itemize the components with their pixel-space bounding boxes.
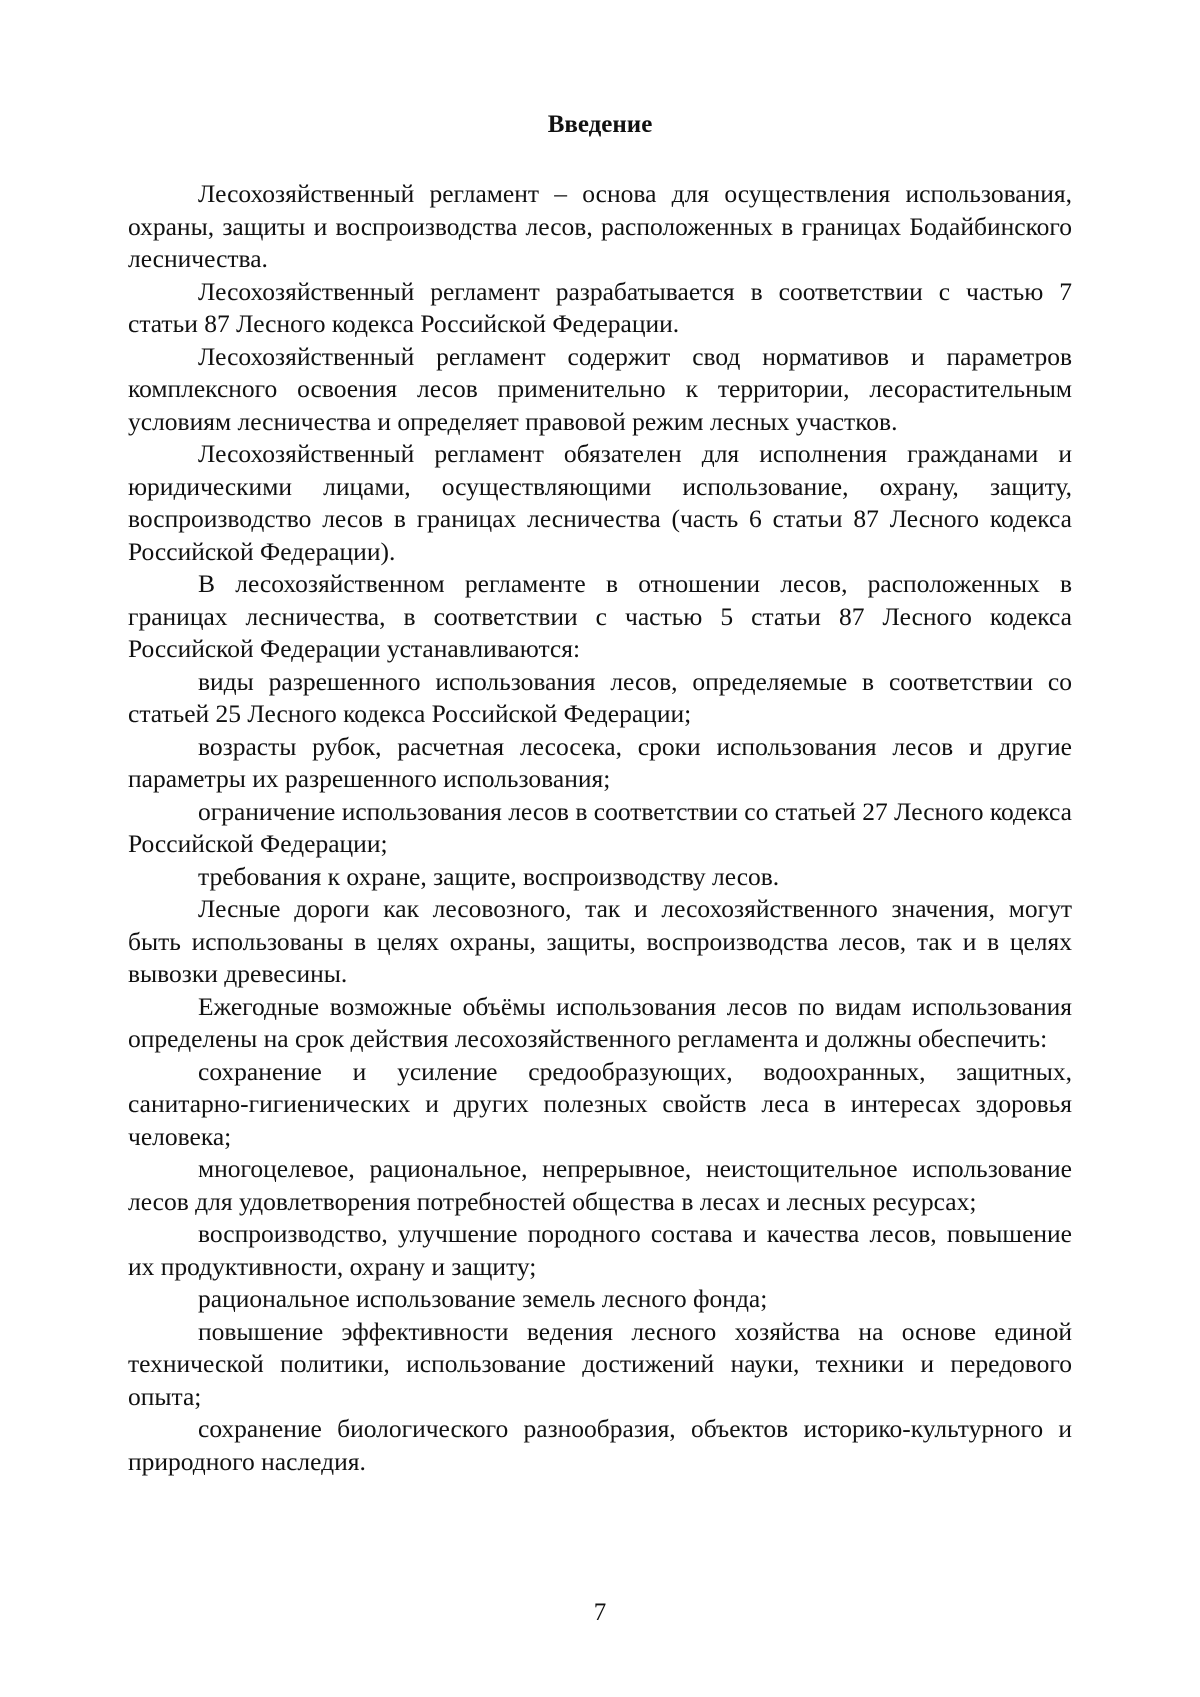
paragraph: Лесохозяйственный регламент обязателен для исполнения гражданами и юридическими лицами, осуществляющими использование, охрану, защиту, воспроизводство лесов в границах лесничества (часть 6 статьи 87 Лесного кодекса Российской Федерации). — [128, 439, 1072, 566]
list-item: требования к охране, защите, воспроизводству лесов. — [198, 861, 780, 891]
paragraph: Лесохозяйственный регламент разрабатывается в соответствии с частью 7 статьи 87 Лесного кодекса Российской Федерации. — [128, 276, 1072, 338]
list-item: повышение эффективности ведения лесного хозяйства на основе единой технической политики, использование достижений науки, техники и передового опыта; — [128, 1316, 1072, 1411]
list-item: воспроизводство, улучшение породного состава и качества лесов, повышение их продуктивности, охрану и защиту; — [128, 1219, 1072, 1281]
paragraph: Ежегодные возможные объёмы использования лесов по видам использования определены на срок действия лесохозяйственного регламента и должны обеспечить: — [128, 991, 1072, 1053]
list-item: сохранение биологического разнообразия, объектов историко-культурного и природного наследия. — [128, 1414, 1072, 1476]
paragraph: В лесохозяйственном регламенте в отношении лесов, расположенных в границах лесничества, в соответствии с частью 5 статьи 87 Лесного кодекса Российской Федерации устанавливаются: — [128, 569, 1072, 663]
page-number: 7 — [593, 1599, 607, 1626]
list-item: рациональное использование земель лесного фонда; — [198, 1284, 768, 1313]
paragraph: Лесохозяйственный регламент содержит свод нормативов и параметров комплексного освоения лесов применительно к территории, лесорастительным условиям лесничества и определяет правовой режим лесных участков. — [128, 341, 1072, 436]
list-item: сохранение и усиление средообразующих, водоохранных, защитных, санитарно-гигиенических и других полезных свойств леса в интересах здоровья человека; — [128, 1056, 1072, 1151]
list-item: виды разрешенного использования лесов, определяемые в соответствии со статьей 25 Лесного кодекса Российской Федерации; — [128, 666, 1072, 728]
list-item: многоцелевое, рациональное, непрерывное, неистощительное использование лесов для удовлетворения потребностей общества в лесах и лесных ресурсах; — [128, 1154, 1072, 1216]
list-item: возрасты рубок, расчетная лесосека, сроки использования лесов и другие параметры их разрешенного использования; — [128, 731, 1072, 793]
paragraph: Лесохозяйственный регламент – основа для осуществления использования, охраны, защиты и воспроизводства лесов, расположенных в границах Бодайбинского лесничества. — [128, 179, 1072, 273]
list-item: ограничение использования лесов в соответствии со статьей 27 Лесного кодекса Российской Федерации; — [128, 796, 1072, 858]
paragraph: Лесные дороги как лесовозного, так и лесохозяйственного значения, могут быть использованы в целях охраны, защиты, воспроизводства лесов, так и в целях вывозки древесины. — [128, 894, 1072, 988]
document-body — [128, 178, 1072, 1478]
page-title: Введение — [547, 111, 653, 138]
